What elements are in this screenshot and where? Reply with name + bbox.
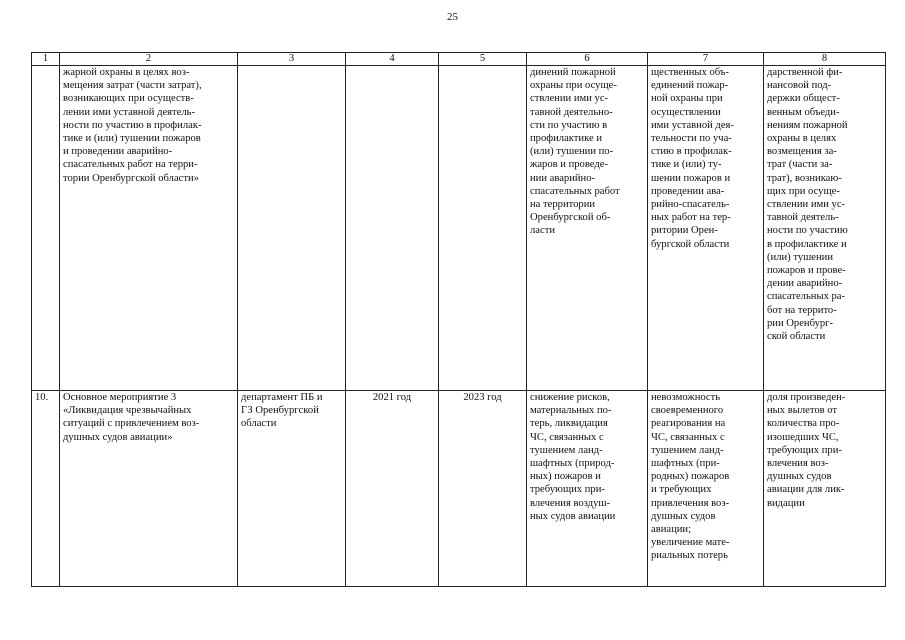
cell-text-line: ной охраны при — [651, 93, 723, 105]
cell-text-line: бот на террито- — [767, 304, 837, 316]
indicator-link-cell — [764, 391, 886, 587]
cell-text-line: шафтных (при- — [651, 458, 720, 470]
expected-result-cell — [527, 66, 648, 391]
measure-name-cell — [60, 391, 238, 587]
indicator-link-cell — [764, 66, 886, 391]
end-year-cell — [439, 66, 527, 391]
cell-text-line: Оренбургской об- — [530, 212, 611, 224]
cell-text-line: количества про- — [767, 418, 840, 430]
cell-text-line: ности по участию в профилак- — [63, 119, 202, 131]
cell-text-line: сти по участию в — [530, 119, 608, 131]
cell-text-line: мещения затрат (части затрат), — [63, 80, 202, 92]
cell-text-line: области — [241, 418, 277, 430]
cell-text-line: дении аварийно- — [767, 278, 843, 290]
column-header: 3 — [238, 53, 346, 66]
cell-text-line: (или) тушении — [767, 251, 833, 263]
cell-text-line: осуществлении — [651, 106, 721, 118]
cell-text-line: ЧС, связанных с — [651, 431, 725, 443]
start-year-cell — [346, 66, 439, 391]
column-header: 2 — [60, 53, 238, 66]
cell-text-line: нансовой под- — [767, 80, 832, 92]
cell-text-line: своевременного — [651, 405, 724, 417]
cell-text-line: охраны при осуще- — [530, 80, 617, 92]
cell-text-line: и проведении аварийно- — [63, 146, 173, 158]
cell-text-line: влечения воздуш- — [530, 497, 611, 509]
executor-cell — [238, 66, 346, 391]
cell-text-line: ГЗ Оренбургской — [241, 405, 319, 417]
cell-text-line: на территории — [530, 199, 596, 211]
cell-text-line: ской области — [767, 331, 826, 343]
cell-text-line: ных вылетов от — [767, 405, 838, 417]
cell-text-line: венным объеди- — [767, 106, 840, 118]
cell-text-line: душных судов авиации» — [63, 431, 173, 443]
cell-text-line: ности по участию — [767, 225, 848, 237]
cell-text-line: ных работ на тер- — [651, 212, 731, 224]
cell-text-line: доля произведен- — [767, 392, 846, 403]
cell-text-line: и требующих — [651, 484, 712, 496]
cell-text-line: невозможность — [651, 392, 721, 403]
measures-table — [31, 52, 886, 587]
cell-text-line: динений пожарной — [530, 67, 616, 78]
cell-text-line: снижение рисков, — [530, 392, 610, 403]
cell-text-line: тушением ланд- — [530, 444, 603, 456]
cell-text-line: жаров и проведе- — [530, 159, 608, 171]
cell-text-line: требующих при- — [767, 444, 842, 456]
column-header: 6 — [527, 53, 648, 66]
cell-text-line: авиации для лик- — [767, 484, 845, 496]
cell-text-line: риальных потерь — [651, 550, 728, 562]
consequences-cell — [648, 66, 764, 391]
row-number-cell: 10. — [32, 391, 60, 587]
cell-text-line: рийно-спасатель- — [651, 199, 730, 211]
cell-text-line: пожаров и прове- — [767, 265, 846, 277]
cell-text-line: держки общест- — [767, 93, 840, 105]
cell-text-line: ритории Орен- — [651, 225, 718, 237]
cell-text-line: единений пожар- — [651, 80, 729, 92]
cell-text-line: ситуаций с привлечением воз- — [63, 418, 200, 430]
column-header: 4 — [346, 53, 439, 66]
end-year-cell: 2023 год — [439, 391, 527, 587]
cell-text-line: нениям пожарной — [767, 119, 848, 131]
column-header: 5 — [439, 53, 527, 66]
cell-text-line: «Ликвидация чрезвычайных — [63, 405, 192, 417]
cell-text-line: влечения воз- — [767, 458, 829, 470]
cell-text-line: охраны в целях — [767, 133, 837, 145]
cell-text-line: тавной деятельно- — [530, 106, 613, 118]
cell-text-line: требующих при- — [530, 484, 605, 496]
cell-text-line: проведении ава- — [651, 185, 725, 197]
column-header: 1 — [32, 53, 60, 66]
executor-cell — [238, 391, 346, 587]
cell-text-line: бургской области — [651, 238, 730, 250]
cell-text-line: лении ими уставной деятель- — [63, 106, 196, 118]
page-number: 25 — [447, 11, 458, 23]
cell-text-line: тавной деятель- — [767, 212, 839, 224]
cell-text-line: душных судов — [651, 510, 716, 522]
cell-text-line: дарственной фи- — [767, 67, 843, 78]
cell-text-line: спасательных ра- — [767, 291, 846, 303]
cell-text-line: ных) пожаров и — [530, 471, 601, 483]
cell-text-line: Основное мероприятие 3 — [63, 392, 177, 403]
cell-text-line: департамент ПБ и — [241, 392, 323, 403]
row-number-cell — [32, 66, 60, 391]
start-year-cell: 2021 год — [346, 391, 439, 587]
cell-text-line: видации — [767, 497, 805, 509]
cell-text-line: спасательных работ — [530, 185, 620, 197]
cell-text-line: ствлении ими ус- — [767, 199, 846, 211]
cell-text-line: тике и (или) тушении пожаров — [63, 133, 201, 145]
expected-result-cell — [527, 391, 648, 587]
cell-text-line: терь, ликвидация — [530, 418, 608, 430]
cell-text-line: изошедших ЧС, — [767, 431, 839, 443]
cell-text-line: душных судов — [767, 471, 832, 483]
cell-text-line: тельности по уча- — [651, 133, 732, 145]
cell-text-line: ствлении ими ус- — [530, 93, 609, 105]
cell-text-line: трат), возникаю- — [767, 172, 842, 184]
cell-text-line: шении пожаров и — [651, 172, 731, 184]
cell-text-line: щих при осуще- — [767, 185, 840, 197]
table-row-10 — [32, 391, 886, 587]
table-row-continued — [32, 66, 886, 391]
cell-text-line: ласти — [530, 225, 555, 237]
cell-text-line: шафтных (природ- — [530, 458, 615, 470]
cell-text-line: ных судов авиации — [530, 510, 616, 522]
cell-text-line: тории Оренбургской области» — [63, 172, 199, 184]
cell-text-line: трат (части за- — [767, 159, 833, 171]
cell-text-line: привлечения воз- — [651, 497, 730, 509]
cell-text-line: в профилактике и — [767, 238, 847, 250]
cell-text-line: профилактике и — [530, 133, 602, 145]
cell-text-line: тушением ланд- — [651, 444, 724, 456]
cell-text-line: авиации; — [651, 524, 692, 536]
cell-text-line: (или) тушении по- — [530, 146, 614, 158]
cell-text-line: возмещения за- — [767, 146, 837, 158]
cell-text-line: реагирования на — [651, 418, 726, 430]
cell-text-line: ЧС, связанных с — [530, 431, 604, 443]
cell-text-line: спасательных работ на терри- — [63, 159, 198, 171]
consequences-cell — [648, 391, 764, 587]
cell-text-line: рии Оренбург- — [767, 317, 834, 329]
cell-text-line: щественных объ- — [651, 67, 729, 78]
cell-text-line: стию в профилак- — [651, 146, 732, 158]
cell-text-line: жарной охраны в целях воз- — [63, 67, 190, 78]
cell-text-line: нии аварийно- — [530, 172, 596, 184]
column-header: 7 — [648, 53, 764, 66]
cell-text-line: возникающих при осуществ- — [63, 93, 194, 105]
cell-text-line: родных) пожаров — [651, 471, 730, 483]
column-number-header — [32, 53, 886, 66]
measure-name-cell — [60, 66, 238, 391]
cell-text-line: ими уставной дея- — [651, 119, 734, 131]
column-header: 8 — [764, 53, 886, 66]
cell-text-line: увеличение мате- — [651, 537, 730, 549]
cell-text-line: материальных по- — [530, 405, 612, 417]
cell-text-line: тике и (или) ту- — [651, 159, 722, 171]
